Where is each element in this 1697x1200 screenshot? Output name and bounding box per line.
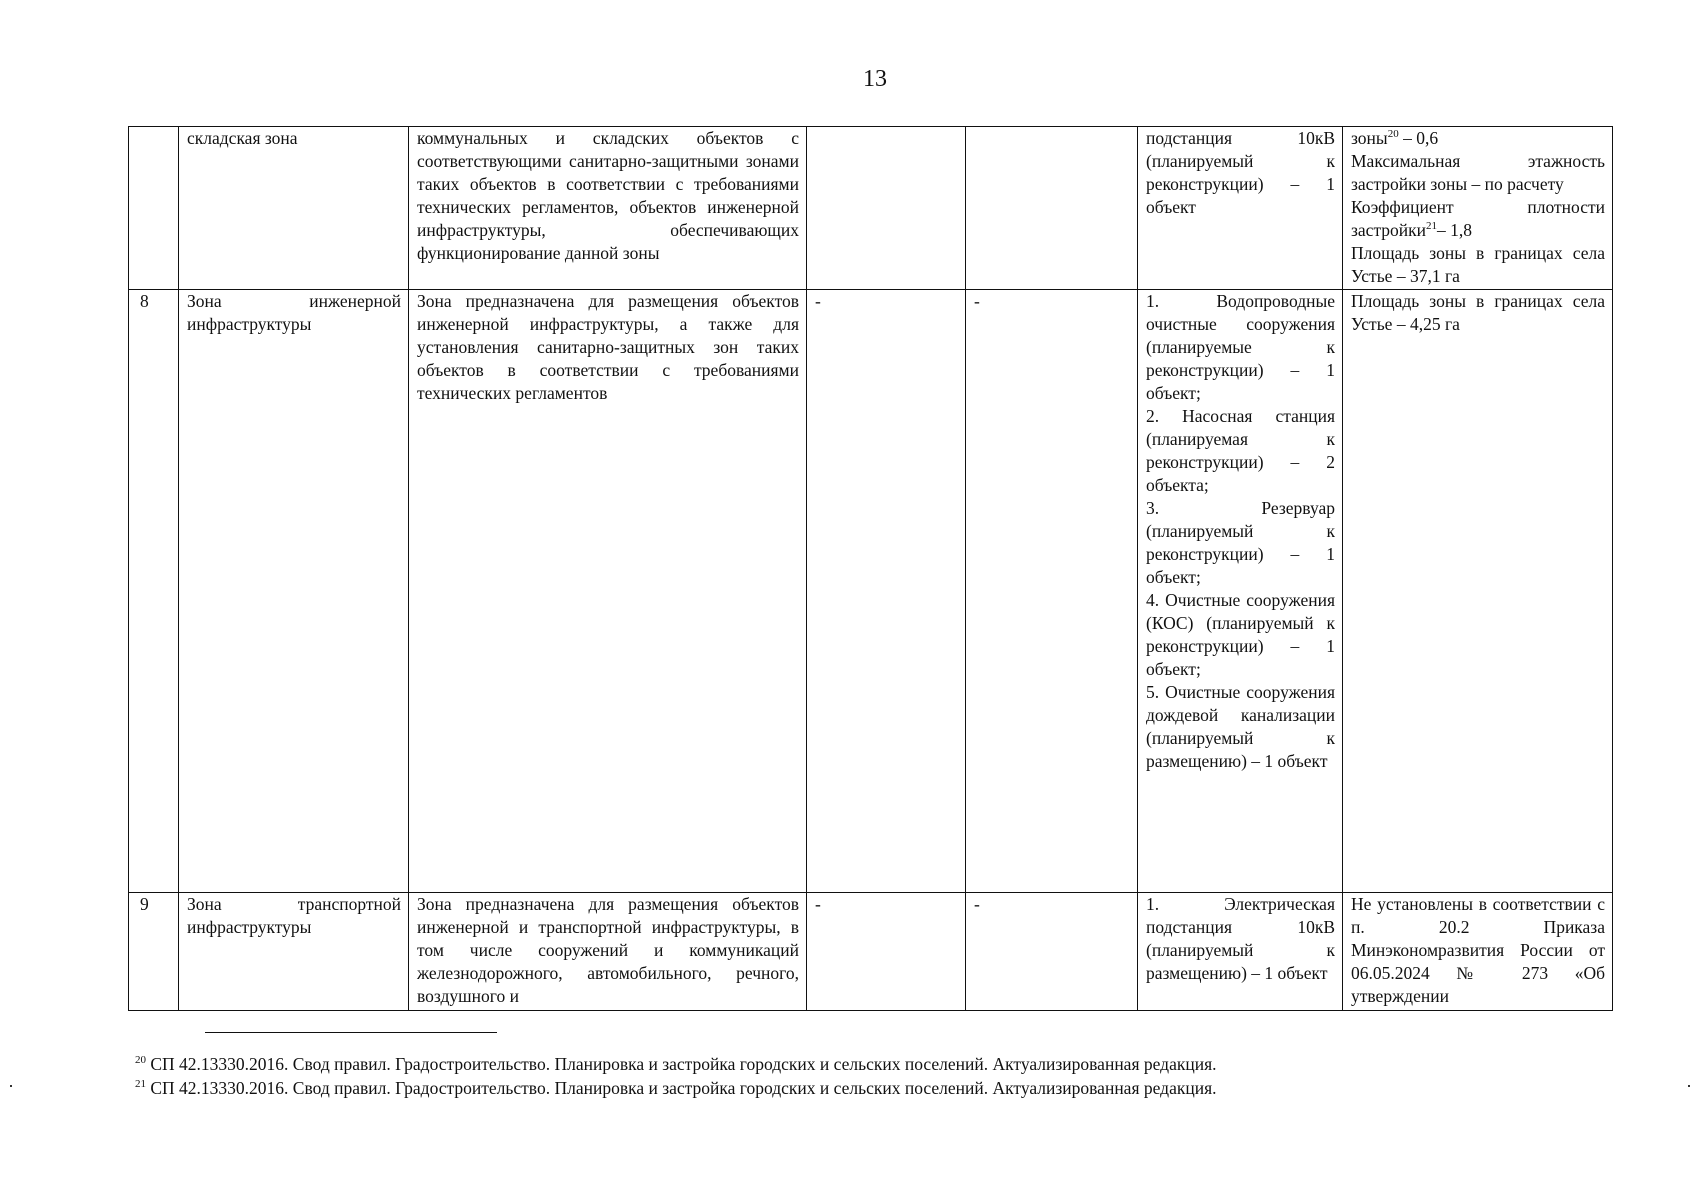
zone-name: Зона транспортной инфраструктуры [179, 893, 409, 1011]
param-item: Максимальная этажность застройки зоны – по расчету [1351, 151, 1605, 194]
table-row [129, 893, 1613, 1011]
object-item: 2. Насосная станция (планируемая к реконструкции) – 2 объекта; [1146, 406, 1335, 495]
cell-col4 [807, 127, 966, 290]
footnote-separator [205, 1032, 497, 1033]
table-row [129, 290, 1613, 893]
object-item: 4. Очистные сооружения (КОС) (планируемый к реконструкции) – 1 объект; [1146, 590, 1335, 679]
object-item: подстанция 10кВ (планируемый к реконструкции) – 1 объект [1146, 128, 1335, 217]
footnote-item [135, 1076, 1635, 1100]
row-number: 8 [129, 290, 179, 893]
footnote-text: СП 42.13330.2016. Свод правил. Градостроительство. Планировка и застройка городских и сельских поселений. Актуализированная редакция. [146, 1078, 1217, 1098]
row-number [129, 127, 179, 290]
footnote-ref[interactable]: 20 [1387, 128, 1399, 141]
zone-description: Зона предназначена для размещения объектов инженерной и транспортной инфраструктуры, в том числе сооружений и коммуникаций железнодорожного, автомобильного, речного, воздушного и [409, 893, 807, 1011]
zones-table [128, 126, 1613, 1011]
zone-objects [1138, 290, 1343, 893]
zone-name: складская зона [179, 127, 409, 290]
zone-description: Зона предназначена для размещения объектов инженерной инфраструктуры, а также для установления санитарно-защитных зон таких объектов в соответствии с требованиями технических регламентов [409, 290, 807, 893]
footnotes [135, 1052, 1635, 1100]
cell-col5: - [966, 290, 1138, 893]
zone-name: Зона инженерной инфраструктуры [179, 290, 409, 893]
zone-params [1343, 290, 1613, 893]
param-item: Не установлены в соответствии с п. 20.2 Приказа Минэкономразвития России от 06.05.2024 № 273 «Об утверждении [1351, 894, 1605, 1006]
zone-params [1343, 893, 1613, 1011]
table-row [129, 127, 1613, 290]
row-number: 9 [129, 893, 179, 1011]
footnote-text: СП 42.13330.2016. Свод правил. Градостроительство. Планировка и застройка городских и сельских поселений. Актуализированная редакция. [146, 1054, 1217, 1074]
param-item: Коэффициент плотности застройки$^{21}$– 1,8 [1351, 197, 1605, 240]
footnote-ref[interactable]: 21 [1426, 220, 1438, 233]
param-item: Площадь зоны в границах села Устье – 4,25 га [1351, 291, 1605, 334]
param-item: зоны$^{20}$ – 0,6 [1351, 128, 1439, 148]
zone-objects [1138, 127, 1343, 290]
cell-col4: - [807, 893, 966, 1011]
cell-col5 [966, 127, 1138, 290]
cell-col4: - [807, 290, 966, 893]
zone-description: коммунальных и складских объектов с соответствующими санитарно-защитными зонами таких объектов в соответствии с требованиями технических регламентов, объектов инженерной инфраструктуры, обеспечивающих функционирование данной зоны [409, 127, 807, 290]
zone-objects [1138, 893, 1343, 1011]
scan-speck [1688, 1085, 1690, 1087]
page-number: 13 [863, 66, 887, 92]
scan-speck [10, 1085, 12, 1087]
footnote-number: 21 [135, 1078, 146, 1091]
param-item: Площадь зоны в границах села Устье – 37,1 га [1351, 243, 1605, 286]
object-item: 1. Водопроводные очистные сооружения (планируемые к реконструкции) – 1 объект; [1146, 291, 1335, 403]
footnote-number: 20 [135, 1054, 146, 1067]
object-item: 1. Электрическая подстанция 10кВ (планируемый к размещению) – 1 объект [1146, 894, 1335, 983]
footnote-item [135, 1052, 1635, 1076]
object-item: 3. Резервуар (планируемый к реконструкции) – 1 объект; [1146, 498, 1335, 587]
zone-params [1343, 127, 1613, 290]
object-item: 5. Очистные сооружения дождевой канализации (планируемый к размещению) – 1 объект [1146, 682, 1335, 771]
cell-col5: - [966, 893, 1138, 1011]
